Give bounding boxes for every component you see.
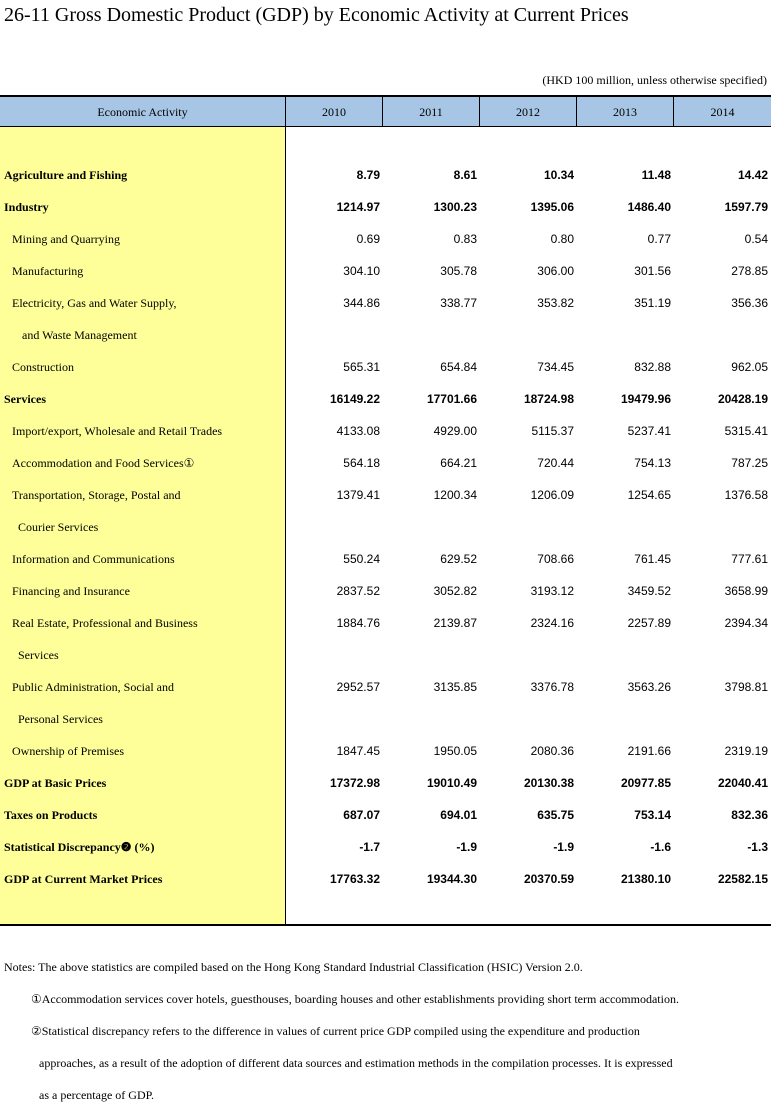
table-row	[0, 383, 771, 415]
row-label: Industry	[4, 200, 49, 214]
row-label: Mining and Quarrying	[12, 232, 120, 246]
header-year: 2013	[613, 105, 637, 119]
value-cell: 20977.85	[620, 776, 671, 790]
row-label: Accommodation and Food Services①	[12, 456, 195, 470]
value-cell: 2257.89	[627, 616, 671, 630]
value-cell: 20370.59	[523, 872, 574, 886]
row-label: Ownership of Premises	[12, 744, 124, 758]
note-footnote-1: ①Accommodation services cover hotels, guesthouses, boarding houses and other establishments providing short term accommodation.	[31, 992, 679, 1006]
value-cell: 351.19	[634, 296, 671, 310]
value-cell: 629.52	[440, 552, 477, 566]
value-cell: 353.82	[537, 296, 574, 310]
row-label: GDP at Current Market Prices	[4, 872, 163, 886]
value-cell: 2952.57	[336, 680, 380, 694]
value-cell: 17701.66	[426, 392, 477, 406]
table-row	[0, 415, 771, 447]
value-cell: 16149.22	[329, 392, 380, 406]
value-cell: 1214.97	[336, 200, 380, 214]
row-label: Services	[4, 392, 46, 406]
value-cell: 3658.99	[724, 584, 768, 598]
value-cell: 654.84	[440, 360, 477, 374]
value-cell: 3193.12	[530, 584, 574, 598]
value-cell: 1884.76	[336, 616, 380, 630]
value-cell: 0.83	[453, 232, 477, 246]
table-row	[0, 479, 771, 511]
table-body	[0, 127, 771, 926]
value-cell: 777.61	[731, 552, 768, 566]
value-cell: -1.7	[359, 840, 380, 854]
table-header	[0, 95, 771, 127]
value-cell: 0.77	[647, 232, 671, 246]
value-cell: 1395.06	[530, 200, 574, 214]
table-row	[0, 447, 771, 479]
table-row	[0, 255, 771, 287]
value-cell: 4929.00	[433, 424, 477, 438]
value-cell: 754.13	[634, 456, 671, 470]
value-cell: 301.56	[634, 264, 671, 278]
value-cell: 11.48	[641, 168, 671, 182]
value-cell: 687.07	[343, 808, 380, 822]
value-cell: 19479.96	[620, 392, 671, 406]
value-cell: -1.9	[553, 840, 574, 854]
value-cell: 19344.30	[426, 872, 477, 886]
header-year: 2012	[516, 105, 540, 119]
table-row	[0, 191, 771, 223]
value-cell: -1.9	[456, 840, 477, 854]
table-row	[0, 735, 771, 767]
value-cell: 1200.34	[433, 488, 477, 502]
row-label: Information and Communications	[12, 552, 175, 566]
value-cell: 0.69	[356, 232, 380, 246]
unit-note: (HKD 100 million, unless otherwise specified)	[542, 73, 767, 87]
value-cell: 2080.36	[530, 744, 574, 758]
table-row	[0, 287, 771, 319]
value-cell: 1300.23	[433, 200, 477, 214]
row-label: Taxes on Products	[4, 808, 98, 822]
table-row	[0, 799, 771, 831]
value-cell: 1254.65	[627, 488, 671, 502]
value-cell: 18724.98	[523, 392, 574, 406]
row-label: Statistical Discrepancy❷ (%)	[4, 840, 155, 854]
row-label: Public Administration, Social and	[12, 680, 174, 694]
value-cell: 3563.26	[627, 680, 671, 694]
value-cell: 8.79	[356, 168, 380, 182]
value-cell: 4133.08	[336, 424, 380, 438]
row-label: Import/export, Wholesale and Retail Trades	[12, 424, 223, 438]
table-row	[0, 351, 771, 383]
value-cell: 694.01	[440, 808, 477, 822]
value-cell: 14.42	[737, 168, 768, 182]
value-cell: 2394.34	[724, 616, 768, 630]
value-cell: 10.34	[543, 168, 574, 182]
row-label: Courier Services	[18, 520, 99, 534]
value-cell: 1950.05	[433, 744, 477, 758]
value-cell: 550.24	[343, 552, 380, 566]
table-row	[0, 863, 771, 895]
value-cell: 564.18	[343, 456, 380, 470]
row-label: Real Estate, Professional and Business	[12, 616, 198, 630]
table-row	[0, 767, 771, 799]
table-row	[0, 159, 771, 191]
value-cell: 962.05	[731, 360, 768, 374]
value-cell: -1.6	[650, 840, 671, 854]
value-cell: 720.44	[537, 456, 574, 470]
value-cell: 22040.41	[717, 776, 768, 790]
header-economic-activity: Economic Activity	[97, 105, 188, 119]
row-label: Financing and Insurance	[12, 584, 130, 598]
value-cell: 1376.58	[724, 488, 768, 502]
note-footnote-2-cont: approaches, as a result of the adoption of different data sources and estimation methods in the compilation processes. It is expressed	[39, 1056, 673, 1070]
value-cell: -1.3	[747, 840, 768, 854]
table-row	[0, 639, 771, 671]
value-cell: 1379.41	[336, 488, 380, 502]
value-cell: 753.14	[634, 808, 671, 822]
value-cell: 5237.41	[627, 424, 671, 438]
value-cell: 2191.66	[627, 744, 671, 758]
row-label: Electricity, Gas and Water Supply,	[12, 296, 177, 310]
value-cell: 3798.81	[724, 680, 768, 694]
value-cell: 304.10	[343, 264, 380, 278]
value-cell: 761.45	[634, 552, 671, 566]
value-cell: 19010.49	[426, 776, 477, 790]
table-row	[0, 703, 771, 735]
table-row	[0, 671, 771, 703]
value-cell: 3459.52	[627, 584, 671, 598]
table-row	[0, 575, 771, 607]
value-cell: 5115.37	[531, 424, 574, 438]
value-cell: 832.88	[634, 360, 671, 374]
value-cell: 3135.85	[433, 680, 477, 694]
row-label: Construction	[12, 360, 74, 374]
value-cell: 734.45	[537, 360, 574, 374]
row-label: Personal Services	[18, 712, 103, 726]
gdp-table	[0, 95, 771, 926]
value-cell: 832.36	[731, 808, 768, 822]
table-row	[0, 319, 771, 351]
value-cell: 565.31	[343, 360, 380, 374]
row-label: GDP at Basic Prices	[4, 776, 107, 790]
row-label: Services	[18, 648, 59, 662]
value-cell: 3052.82	[433, 584, 477, 598]
row-label: Transportation, Storage, Postal and	[12, 488, 181, 502]
note-footnote-2-end: as a percentage of GDP.	[39, 1088, 154, 1102]
value-cell: 0.80	[550, 232, 574, 246]
value-cell: 306.00	[537, 264, 574, 278]
value-cell: 1847.45	[336, 744, 380, 758]
value-cell: 5315.41	[724, 424, 768, 438]
value-cell: 1486.40	[627, 200, 671, 214]
value-cell: 20428.19	[717, 392, 768, 406]
value-cell: 21380.10	[620, 872, 671, 886]
header-year: 2014	[710, 105, 735, 119]
page-title: 26-11 Gross Domestic Product (GDP) by Economic Activity at Current Prices	[4, 4, 629, 26]
table-row	[0, 543, 771, 575]
value-cell: 708.66	[537, 552, 574, 566]
table-row	[0, 511, 771, 543]
value-cell: 344.86	[343, 296, 380, 310]
value-cell: 787.25	[731, 456, 768, 470]
value-cell: 278.85	[731, 264, 768, 278]
value-cell: 20130.38	[523, 776, 574, 790]
value-cell: 2324.16	[530, 616, 574, 630]
value-cell: 305.78	[440, 264, 477, 278]
value-cell: 664.21	[440, 456, 477, 470]
value-cell: 17372.98	[329, 776, 380, 790]
note-general: Notes: The above statistics are compiled based on the Hong Kong Standard Industrial Classification (HSIC) Version 2.0.	[4, 960, 583, 974]
value-cell: 22582.15	[717, 872, 768, 886]
header-year: 2010	[322, 105, 346, 119]
value-cell: 338.77	[440, 296, 477, 310]
header-year: 2011	[419, 105, 443, 119]
value-cell: 0.54	[744, 232, 768, 246]
value-cell: 2139.87	[433, 616, 477, 630]
note-footnote-2: ②Statistical discrepancy refers to the difference in values of current price GDP compiled using the expenditure and production	[31, 1024, 640, 1038]
value-cell: 8.61	[453, 168, 477, 182]
value-cell: 3376.78	[530, 680, 574, 694]
table-row	[0, 223, 771, 255]
table-row	[0, 831, 771, 863]
table-row	[0, 607, 771, 639]
row-label: and Waste Management	[22, 328, 137, 342]
row-label: Agriculture and Fishing	[4, 168, 128, 182]
value-cell: 2319.19	[724, 744, 768, 758]
row-label: Manufacturing	[12, 264, 84, 278]
value-cell: 635.75	[537, 808, 574, 822]
value-cell: 2837.52	[336, 584, 380, 598]
value-cell: 356.36	[731, 296, 768, 310]
value-cell: 1597.79	[724, 200, 768, 214]
value-cell: 17763.32	[329, 872, 380, 886]
value-cell: 1206.09	[530, 488, 574, 502]
